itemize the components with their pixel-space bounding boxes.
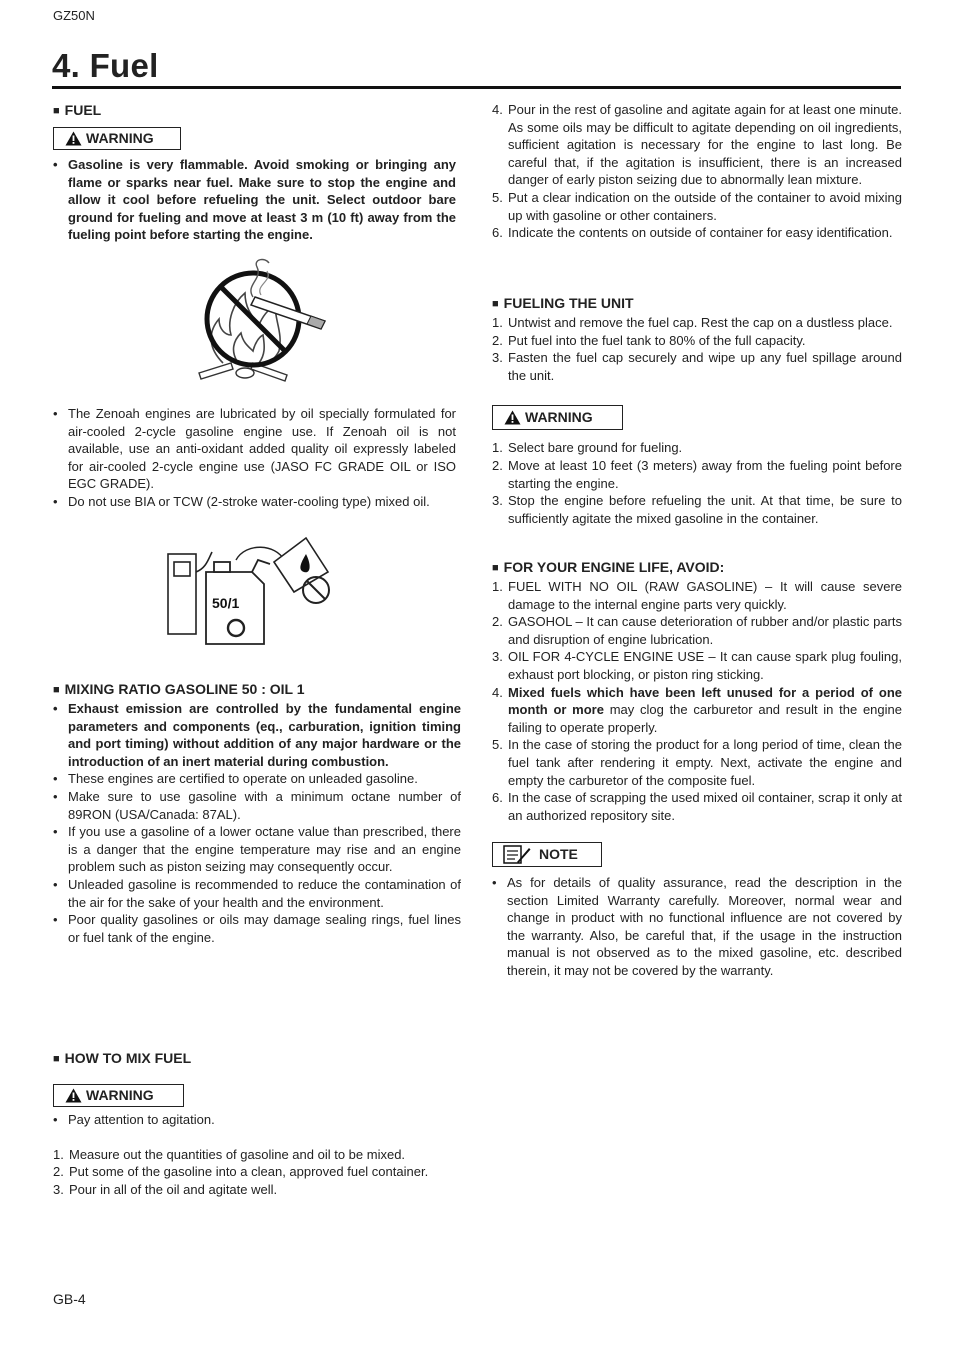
avoid-item: 2. GASOHOL – It can cause deterioration of rubber and/or plastic parts and disruption of engine lubrication.	[492, 614, 902, 647]
mix-step: 5. Put a clear indication on the outside of the container to avoid mixing up with gasoline or other containers.	[492, 189, 902, 223]
note-section	[492, 842, 902, 980]
avoid-section	[492, 558, 902, 824]
section-heading-avoid: ■ FOR YOUR ENGINE LIFE, AVOID:	[492, 559, 725, 575]
avoid-item: 3. OIL FOR 4-CYCLE ENGINE USE – It can cause spark plug fouling, exhaust port blocking, or piston ring sticking.	[492, 649, 902, 682]
square-bullet-icon: ■	[492, 562, 499, 574]
section-heading-mixing: ■ MIXING RATIO GASOLINE 50 : OIL 1	[53, 681, 305, 697]
section-heading-fueling: ■ FUELING THE UNIT	[492, 295, 634, 311]
mix-steps-continued	[492, 101, 902, 242]
section-heading-fuel: ■ FUEL	[53, 102, 102, 118]
mixing-bullet: • Unleaded gasoline is recommended to reduce the contamination of the air for the sake of your health and the environment.	[53, 876, 461, 911]
title-rule	[52, 86, 901, 89]
mix-step: 1. Measure out the quantities of gasoline and oil to be mixed.	[53, 1146, 406, 1162]
square-bullet-icon: ■	[53, 684, 60, 696]
mixing-bullet: • These engines are certified to operate on unleaded gasoline.	[53, 770, 461, 788]
how-to-mix-section	[53, 1049, 461, 1198]
fueling-warning-step: 3. Stop the engine before refueling the unit. At that time, be sure to sufficiently agitate the mixed gasoline in the container.	[492, 493, 902, 526]
page-title: 4. Fuel	[52, 47, 159, 84]
warning-box: WARNING	[492, 405, 623, 430]
fuel-can-illustration	[166, 532, 336, 648]
mixing-emission-bullet: • Exhaust emission are controlled by the fundamental engine parameters and components (eq., carburation, ignition timing and port timing) without addition of any major hardware or the introduction of an inert material during combustion.	[53, 700, 461, 770]
fuel-bullet-mixed-oil: • Do not use BIA or TCW (2-stroke water-cooling type) mixed oil.	[53, 493, 456, 511]
oil-drop-icon	[274, 538, 328, 592]
fueling-warning-step: 2. Move at least 10 feet (3 meters) away from the fueling point before starting the engine.	[492, 457, 902, 491]
mix-step: 3. Pour in all of the oil and agitate well.	[53, 1181, 278, 1197]
warning-box: WARNING	[53, 1084, 184, 1107]
note-pad-icon	[503, 845, 531, 864]
warning-triangle-icon	[65, 1088, 82, 1103]
mix-step: 4. Pour in the rest of gasoline and agitate again for at least one minute. As some oils may be difficult to agitate depending on oil ingredients, sufficient agitation is necessary for the engine to last long. Be careful that, if the agitation is insufficient, there is an increased danger of early piston seizing due to abnormally lean mixture.	[492, 102, 902, 188]
avoid-item: 5. In the case of storing the product for a long period of time, clean the fuel tank after rendering it empty. Next, activate the engine and empty the carburetor of the composite fuel.	[492, 737, 902, 788]
page-number: GB-4	[53, 1291, 86, 1307]
fuel-bullets	[53, 405, 463, 511]
avoid-item: 1. FUEL WITH NO OIL (RAW GASOLINE) – It will cause severe damage to the internal engine parts very quickly.	[492, 579, 902, 612]
no-smoking-icon	[303, 577, 329, 603]
model-number: GZ50N	[53, 8, 95, 23]
mixing-section	[53, 680, 461, 946]
mix-step: 2. Put some of the gasoline into a clean, approved fuel container.	[53, 1164, 429, 1180]
fueling-step: 3. Fasten the fuel cap securely and wipe up any fuel spillage around the unit.	[492, 350, 902, 383]
fueling-section	[492, 294, 902, 527]
note-text: • As for details of quality assurance, read the description in the section Limited Warranty carefully. Moreover, normal wear and change in product with no functional influence are not covered by the warranty. Also, be careful that, if the usage in the instruction manual is not observed as to the mixed gasoline, etc. described therein, it may not be covered by the warranty.	[492, 874, 902, 980]
agitation-warning: • Pay attention to agitation.	[53, 1111, 461, 1129]
mixing-bullet: • If you use a gasoline of a lower octane value than prescribed, there is a danger that the engine temperature may rise and an engine problem such as piston seizing may consequently occur.	[53, 823, 461, 876]
fuel-bullet-oil: • The Zenoah engines are lubricated by oil specially formulated for air-cooled 2-cycle gasoline engine use. If Zenoah oil is not available, use an anti-oxidant added quality oil expressly labeled for air-cooled 2-cycle engine use (JASO FC GRADE OIL or ISO EGC GRADE).	[53, 405, 456, 493]
avoid-item: 6. In the case of scrapping the used mixed oil container, scrap it only at an authorized repository site.	[492, 790, 902, 823]
mix-step: 6. Indicate the contents on outside of container for easy identification.	[492, 225, 893, 241]
fuel-warning-text: • Gasoline is very flammable. Avoid smoking or bringing any flame or sparks near fuel. Make sure to stop the engine and allow it cool before refueling the unit. Select outdoor bare ground for fueling and move at least 3 m (10 ft) away from the fueling point before starting the engine.	[53, 156, 456, 244]
warning-box: WARNING	[53, 127, 181, 150]
fueling-step: 2. Put fuel into the fuel tank to 80% of the full capacity.	[492, 332, 806, 348]
warning-triangle-icon	[65, 131, 82, 146]
fueling-warning-step: 1. Select bare ground for fueling.	[492, 440, 683, 456]
mixing-bullet: • Make sure to use gasoline with a minimum octane number of 89RON (USA/Canada: 87AL).	[53, 788, 461, 823]
square-bullet-icon: ■	[53, 105, 60, 117]
section-heading-how-to-mix: ■ HOW TO MIX FUEL	[53, 1050, 192, 1066]
no-fire-illustration	[193, 255, 333, 385]
fuel-section	[53, 101, 463, 244]
square-bullet-icon: ■	[53, 1053, 60, 1065]
avoid-item: 4. Mixed fuels which have been left unused for a period of one month or more may clog the carburetor and result in the engine failing to operate properly.	[492, 684, 902, 735]
warning-triangle-icon	[504, 410, 521, 425]
mixing-bullet: • Poor quality gasolines or oils may damage sealing rings, fuel lines or fuel tank of the engine.	[53, 911, 461, 946]
fueling-step: 1. Untwist and remove the fuel cap. Rest the cap on a dustless place.	[492, 315, 893, 330]
can-ratio-label: 50/1	[212, 595, 240, 611]
note-box: NOTE	[492, 842, 602, 867]
square-bullet-icon: ■	[492, 298, 499, 310]
